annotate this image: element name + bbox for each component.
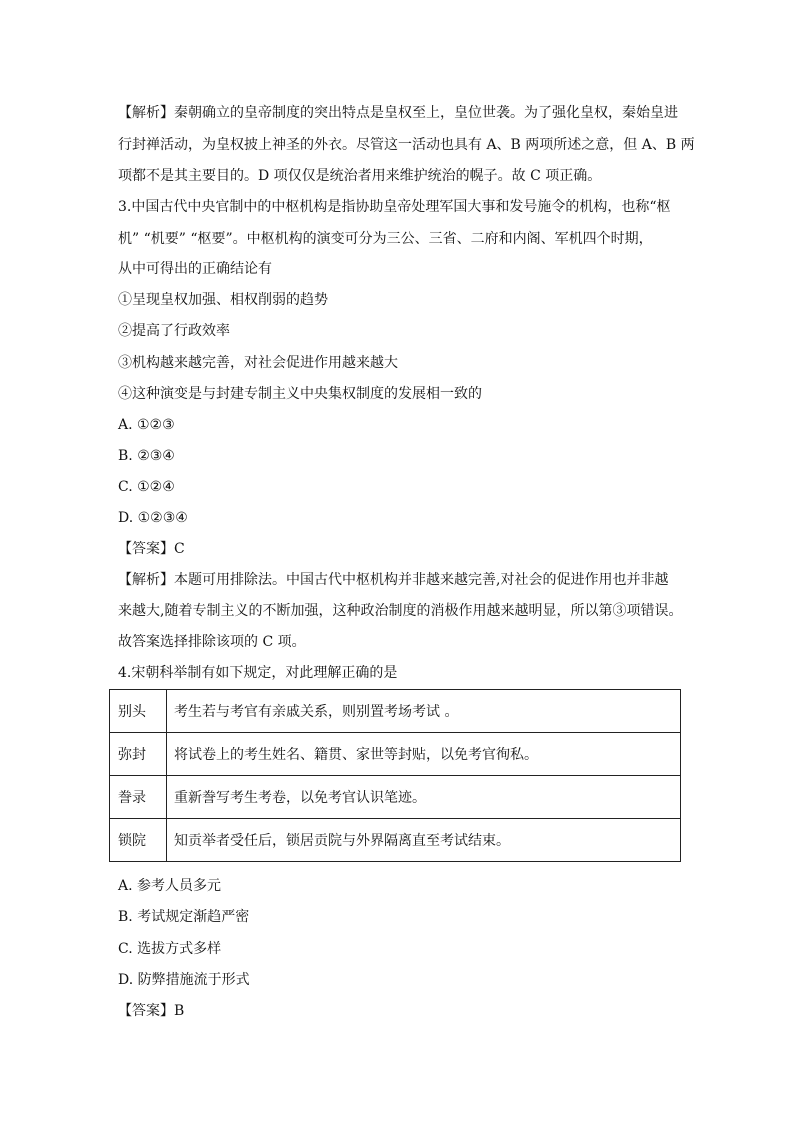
q4-option-b: B. 考试规定渐趋严密 xyxy=(118,909,250,925)
q3-option-b: B. ②③④ xyxy=(118,448,175,464)
q3-option-a: A. ①②③ xyxy=(118,417,175,433)
q4-stem: 4.宋朝科举制有如下规定，对此理解正确的是 xyxy=(118,665,398,681)
table-term: 弥封 xyxy=(110,733,167,776)
table-desc: 知贡举者受任后，锁居贡院与外界隔离直至考试结束。 xyxy=(167,819,681,862)
table-desc: 考生若与考官有亲戚关系，则别置考场考试 。 xyxy=(167,690,681,733)
q3-stem-line-3: 从中可得出的正确结论有 xyxy=(118,261,272,277)
table-row xyxy=(110,819,681,862)
table-term: 誊录 xyxy=(110,776,167,819)
q4-answer: 【答案】B xyxy=(118,1003,185,1019)
q4-option-c: C. 选拔方式多样 xyxy=(118,941,222,957)
q3-statement-1: ①呈现皇权加强、相权削弱的趋势 xyxy=(118,292,328,308)
table-row xyxy=(110,690,681,733)
table-row xyxy=(110,733,681,776)
q3-option-c: C. ①②④ xyxy=(118,479,175,495)
q3-statement-2: ②提高了行政效率 xyxy=(118,323,230,339)
q3-analysis-line-2: 来越大,随着专制主义的不断加强，这种政治制度的消极作用越来越明显，所以第③项错误。 xyxy=(118,603,683,619)
table-desc: 将试卷上的考生姓名、籍贯、家世等封贴，以免考官徇私。 xyxy=(167,733,681,776)
q3-option-d: D. ①②③④ xyxy=(118,510,188,526)
q4-option-a: A. 参考人员多元 xyxy=(118,878,222,894)
q4-option-d: D. 防弊措施流于形式 xyxy=(118,972,250,988)
table-desc: 重新誊写考生考卷，以免考官认识笔迹。 xyxy=(167,776,681,819)
q2-analysis-line-2: 行封禅活动，为皇权披上神圣的外衣。尽管这一活动也具有 A、B 两项所述之意，但 A、B 两 xyxy=(118,137,695,153)
q4-rules-table xyxy=(109,689,681,862)
table-term: 别头 xyxy=(110,690,167,733)
table-term: 锁院 xyxy=(110,819,167,862)
q3-analysis-line-3: 故答案选择排除该项的 C 项。 xyxy=(118,634,306,650)
q3-statement-3: ③机构越来越完善，对社会促进作用越来越大 xyxy=(118,355,398,371)
q2-analysis-line-1: 【解析】秦朝确立的皇帝制度的突出特点是皇权至上，皇位世袭。为了强化皇权，秦始皇进 xyxy=(118,105,678,121)
q3-statement-4: ④这种演变是与封建专制主义中央集权制度的发展相一致的 xyxy=(118,386,482,402)
table-row xyxy=(110,776,681,819)
q2-analysis-line-3: 项都不是其主要目的。D 项仅仅是统治者用来维护统治的幌子。故 C 项正确。 xyxy=(118,168,602,184)
q3-analysis-line-1: 【解析】本题可用排除法。中国古代中枢机构并非越来越完善,对社会的促进作用也并非越 xyxy=(118,572,669,588)
q3-stem-line-1: 3.中国古代中央官制中的中枢机构是指协助皇帝处理军国大事和发号施令的机构，也称“枢 xyxy=(118,199,671,215)
q3-stem-line-2: 机” “机要” “枢要”。中枢机构的演变可分为三公、三省、二府和内阁、军机四个时期， xyxy=(118,231,653,247)
q3-answer: 【答案】C xyxy=(118,541,185,557)
